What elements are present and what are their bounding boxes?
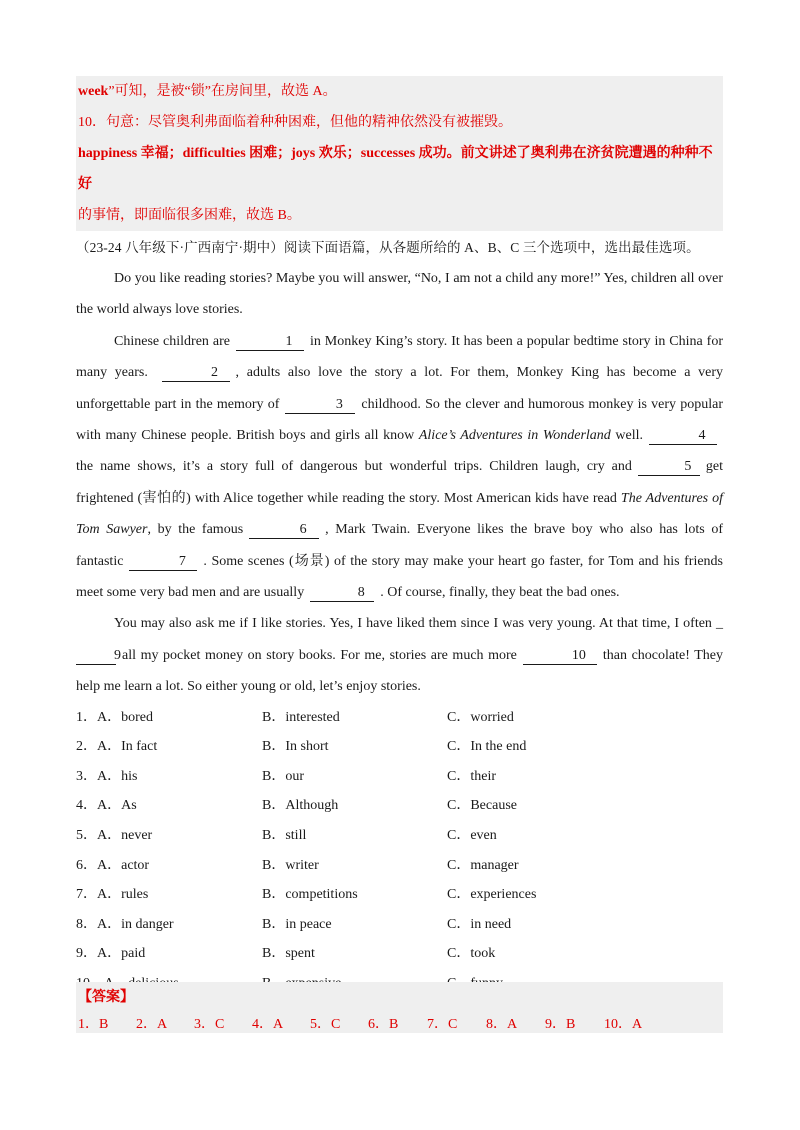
question-intro: （23-24 八年级下·广西南宁·期中）阅读下面语篇，从各题所给的 A、B、C 三个选项中，选出最佳选项。 xyxy=(76,240,700,255)
answer-item: 3．C xyxy=(194,1017,225,1032)
option-a[interactable]: 5．A．never xyxy=(76,828,153,844)
option-a[interactable]: 1．A．bored xyxy=(76,709,153,725)
option-row xyxy=(76,880,723,910)
option-row xyxy=(76,939,723,969)
option-c[interactable]: C．worried xyxy=(447,709,514,725)
option-c[interactable]: C．experiences xyxy=(447,887,537,903)
option-b[interactable]: B．spent xyxy=(262,946,315,962)
option-c[interactable]: C．Because xyxy=(447,798,517,814)
answer-item: 1．B xyxy=(78,1017,109,1032)
answer-item: 6．B xyxy=(368,1017,399,1032)
option-c[interactable]: C．even xyxy=(447,828,497,844)
option-c[interactable]: C．took xyxy=(447,946,496,962)
option-b[interactable]: B．interested xyxy=(262,709,340,725)
answer-box xyxy=(76,982,723,1033)
explanation-line: 10．句意：尽管奥利弗面临着种种困难，但他的精神依然没有被摧毁。 xyxy=(78,115,512,130)
answer-item: 7．C xyxy=(427,1017,458,1032)
option-row xyxy=(76,910,723,940)
book-title: The Adventures of Tom Sawyer xyxy=(76,490,723,538)
blank-3: 3 xyxy=(285,396,355,414)
explanation-line: happiness 幸福；difficulties 困难；joys 欢乐；successes 成功。前文讲述了奥利弗在济贫院遭遇的种种不好 xyxy=(78,146,713,192)
option-c[interactable]: C．their xyxy=(447,768,496,784)
option-b[interactable]: B．In short xyxy=(262,739,329,755)
answer-title: 【答案】 xyxy=(78,990,134,1005)
option-a[interactable]: 8．A．in danger xyxy=(76,916,174,932)
answer-item: 4．A xyxy=(252,1017,284,1032)
answer-item: 5．C xyxy=(310,1017,341,1032)
blank-6: 6 xyxy=(249,521,319,539)
option-c[interactable]: C．In the end xyxy=(447,739,527,755)
option-c[interactable]: C．in need xyxy=(447,916,512,932)
option-row xyxy=(76,762,723,792)
options-list xyxy=(76,703,723,999)
option-a[interactable]: 3．A．his xyxy=(76,768,138,784)
option-b[interactable]: B．in peace xyxy=(262,916,332,932)
option-a[interactable]: 4．A．As xyxy=(76,798,137,814)
option-a[interactable]: 6．A．actor xyxy=(76,857,150,873)
explanation-line: week”可知，是被“锁”在房间里，故选 A。 xyxy=(78,84,337,99)
option-row xyxy=(76,732,723,762)
blank-1: 1 xyxy=(236,333,304,351)
blank-10: 10 xyxy=(523,647,597,665)
explanation-box xyxy=(76,76,723,231)
answer-item: 2．A xyxy=(136,1017,168,1032)
option-row xyxy=(76,821,723,851)
blank-4: 4 xyxy=(649,427,717,445)
answer-item: 9．B xyxy=(545,1017,576,1032)
answer-item: 10．A xyxy=(604,1017,643,1032)
book-title: Alice’s Adventures in Wonderland xyxy=(418,428,611,444)
blank-7: 7 xyxy=(129,553,197,571)
option-b[interactable]: B．still xyxy=(262,828,307,844)
explanation-line: 的事情，即面临很多困难，故选 B。 xyxy=(78,208,301,223)
passage-paragraph-3: You may also ask me if I like stories. Yes, I have liked them since I was very young. At that time, I often _ 9all my pocket money on story books. For me, stories are much more 10 than chocolate! They help me learn a lot. So either young or old, let’s enjoy stories. xyxy=(76,616,723,695)
option-row xyxy=(76,851,723,881)
option-c[interactable]: C．manager xyxy=(447,857,519,873)
option-a[interactable]: 9．A．paid xyxy=(76,946,146,962)
blank-5: 5 xyxy=(638,458,700,476)
option-a[interactable]: 2．A．In fact xyxy=(76,739,158,755)
passage-paragraph-2: Chinese children are 1 in Monkey King’s story. It has been a popular bedtime story in China for many years. 2 , adults also love the story a lot. For them, Monkey King has become a very unforgettable part in the memory of 3 childhood. So the clever and humorous monkey is very popular with many Chinese people. British boys and girls all know Alice’s Adventures in Wonderland well. 4the name shows, it’s a story full of dangerous but wonderful trips. Children laugh, cry and 5 get frightened (害怕的) with Alice together while reading the story. Most American kids have read The Adventures of Tom Sawyer, by the famous 6 , Mark Twain. Everyone likes the brave boy who also has lots of fantastic 7 . Some scenes (场景) of the story may make your heart go faster, for Tom and his friends meet some very bad men and are usually 8 . Of course, finally, they beat the bad ones. xyxy=(76,333,724,601)
option-b[interactable]: B．Although xyxy=(262,798,339,814)
blank-2: 2 xyxy=(162,364,230,382)
option-row xyxy=(76,703,723,733)
blank-8: 8 xyxy=(310,584,374,602)
answer-item: 8．A xyxy=(486,1017,518,1032)
option-row xyxy=(76,791,723,821)
option-b[interactable]: B．competitions xyxy=(262,887,358,903)
page-content xyxy=(76,76,723,999)
passage-paragraph-1: Do you like reading stories? Maybe you will answer, “No, I am not a child any more!” Yes, children all over the world always love stories. xyxy=(76,271,723,318)
option-b[interactable]: B．writer xyxy=(262,857,319,873)
blank-9: 9 xyxy=(76,647,116,665)
option-a[interactable]: 7．A．rules xyxy=(76,887,149,903)
option-b[interactable]: B．our xyxy=(262,768,304,784)
